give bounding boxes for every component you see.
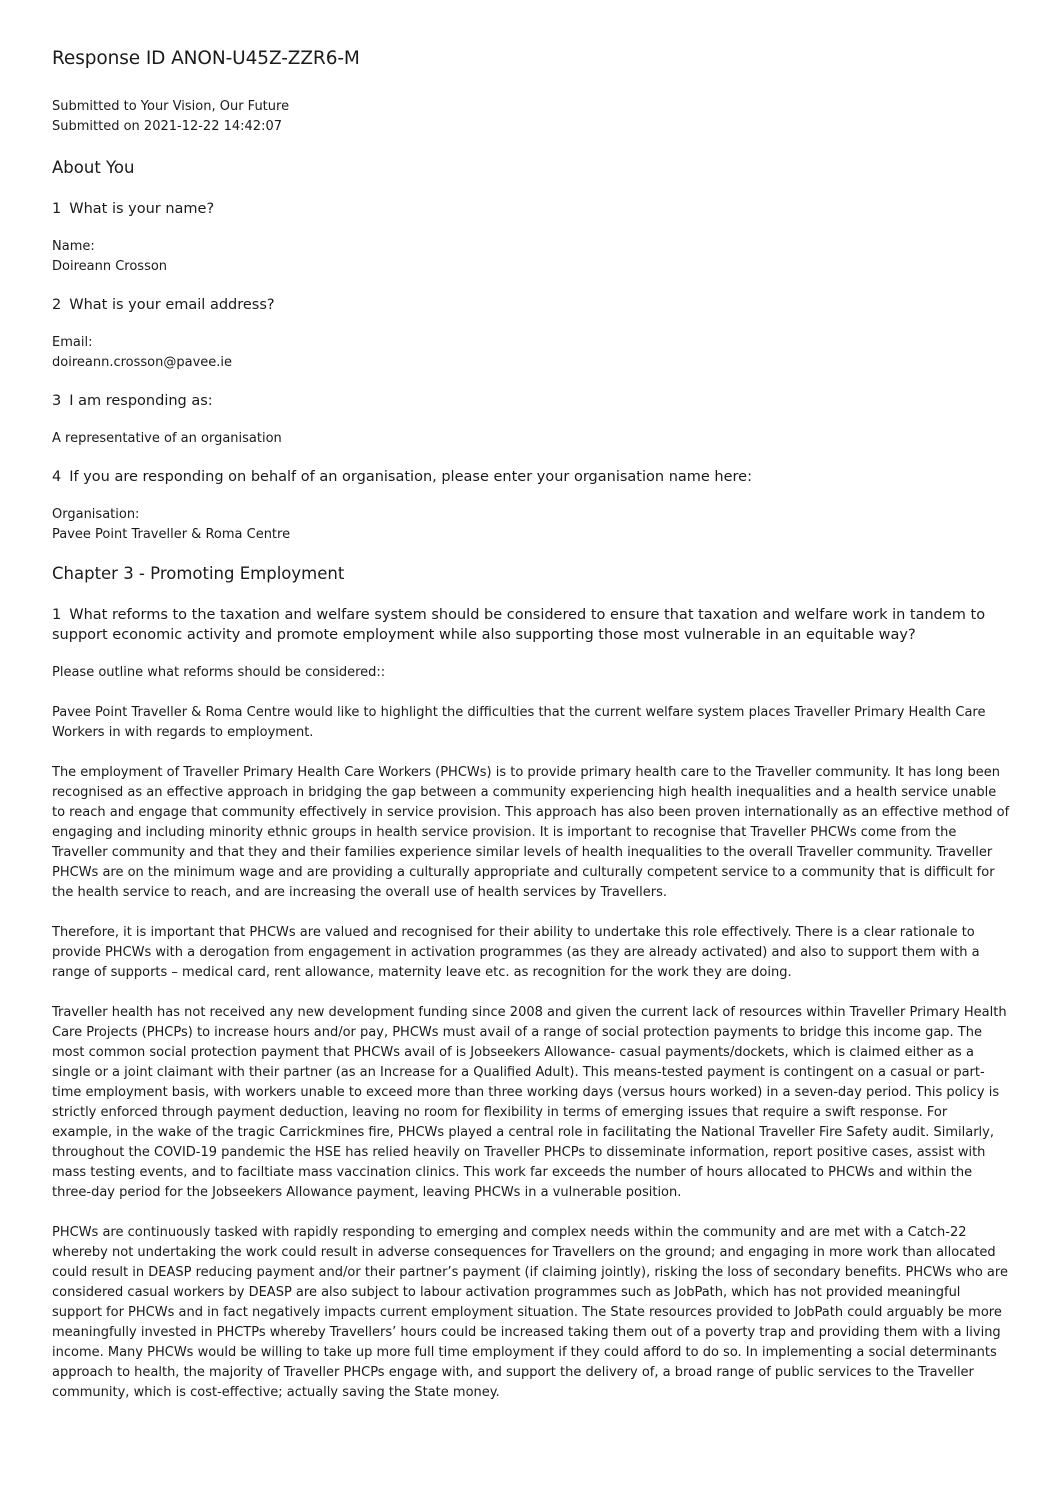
- question-email: [52, 295, 1010, 315]
- question-organisation: [52, 467, 1010, 487]
- question-number: 4: [52, 469, 62, 485]
- submitted-on: Submitted on 2021-12-22 14:42:07: [52, 119, 282, 134]
- question-text: What is your name?: [69, 201, 215, 217]
- answer-organisation: [52, 505, 1010, 545]
- answer-label: Organisation:: [52, 507, 140, 522]
- answer-paragraph: PHCWs are continuously tasked with rapidly responding to emerging and complex needs within the community and are met with a Catch-22 whereby not undertaking the work could result in adverse consequences for Travellers on the ground; and engaging in more work than allocated could result in DEASP reducing payment and/or their partner’s payment (if claiming jointly), risking the loss of secondary benefits. PHCWs who are considered casual workers by DEASP are also subject to labour activation programmes such as JobPath, which has not provided meaningful support for PHCWs and in fact negatively impacts current employment situation. The State resources provided to JobPath could arguably be more meaningfully invested in PHCTPs whereby Travellers’ hours could be increased taking them out of a poverty trap and providing them with a living income. Many PHCWs would be willing to take up more full time employment if they could afford to do so. In implementing a social determinants approach to health, the majority of Traveller PHCPs engage with, and support the delivery of, a broad range of public services to the Traveller community, which is cost-effective; actually saving the State money.: [52, 1225, 1008, 1400]
- answer-email: [52, 333, 1010, 373]
- answer-value: Doireann Crosson: [52, 259, 168, 274]
- answer-paragraph: Traveller health has not received any new development funding since 2008 and given the current lack of resources within Traveller Primary Health Care Projects (PHCPs) to increase hours and/or pay, PHCWs must avail of a range of social protection payments to bridge this income gap. The most common social protection payment that PHCWs avail of is Jobseekers Allowance- casual payments/dockets, which is claimed either as a single or a joint claimant with their partner (as an Increase for a Qualified Adult). This means-tested payment is contingent on a casual or part-time employment basis, with workers unable to exceed more than three working days (versus hours worked) in a seven-day period. This policy is strictly enforced through payment deduction, leaving no room for flexibility in terms of emerging issues that require a swift response. For example, in the wake of the tragic Carrickmines fire, PHCWs played a central role in facilitating the National Traveller Fire Safety audit. Similarly, throughout the COVID-19 pandemic the HSE has relied heavily on Traveller PHCPs to disseminate information, report positive cases, assist with mass testing events, and to faciltiate mass vaccination clinics. This work far exceeds the number of hours allocated to PHCWs and within the three-day period for the Jobseekers Allowance payment, leaving PHCWs in a vulnerable position.: [52, 1005, 1007, 1200]
- answer-value: Pavee Point Traveller & Roma Centre: [52, 527, 291, 542]
- answer-label: Name:: [52, 239, 95, 254]
- answer-paragraph: Therefore, it is important that PHCWs are valued and recognised for their ability to undertake this role effectively. There is a clear rationale to provide PHCWs with a derogation from engagement in activation programmes (as they are already activated) and also to support them with a range of supports – medical card, rent allowance, maternity leave etc. as recognition for the work they are doing.: [52, 925, 980, 980]
- submission-meta: [52, 97, 1010, 137]
- document-page: [52, 48, 1010, 1423]
- answer-value: doireann.crosson@pavee.ie: [52, 355, 233, 370]
- answer-name: [52, 237, 1010, 277]
- submitted-to: Submitted to Your Vision, Our Future: [52, 99, 290, 114]
- question-reforms: [52, 605, 1010, 645]
- section-heading-about-you: About You: [52, 158, 135, 177]
- question-text: What reforms to the taxation and welfare system should be considered to ensure that taxation and welfare work in tandem to support economic activity and promote employment while also supporting those most vulnerable in an equitable way?: [52, 607, 986, 643]
- answer-label: Email:: [52, 335, 93, 350]
- question-number: 1: [52, 607, 62, 623]
- question-text: What is your email address?: [69, 297, 275, 313]
- question-name: [52, 199, 1010, 219]
- question-number: 2: [52, 297, 62, 313]
- section-heading-chapter-3: Chapter 3 - Promoting Employment: [52, 564, 345, 583]
- question-number: 3: [52, 393, 62, 409]
- question-number: 1: [52, 201, 62, 217]
- page-title: Response ID ANON-U45Z-ZZR6-M: [52, 48, 360, 69]
- answer-responding-as: [52, 429, 1010, 449]
- answer-paragraph: The employment of Traveller Primary Health Care Workers (PHCWs) is to provide primary health care to the Traveller community. It has long been recognised as an effective approach in bridging the gap between a community experiencing high health inequalities and a health service unable to reach and engage that community effectively in service provision. This approach has also been proven internationally as an effective method of engaging and including minority ethnic groups in health service provision. It is important to recognise that Traveller PHCWs come from the Traveller community and that they and their families experience similar levels of health inequalities to the overall Traveller community. Traveller PHCWs are on the minimum wage and are providing a culturally appropriate and culturally competent service to a community that is difficult for the health service to reach, and are increasing the overall use of health services by Travellers.: [52, 765, 1010, 900]
- answer-value: A representative of an organisation: [52, 431, 282, 446]
- question-text: I am responding as:: [69, 393, 213, 409]
- answer-prompt: Please outline what reforms should be considered::: [52, 665, 386, 680]
- question-responding-as: [52, 391, 1010, 411]
- answer-paragraph: Pavee Point Traveller & Roma Centre would like to highlight the difficulties that the current welfare system places Traveller Primary Health Care Workers in with regards to employment.: [52, 705, 986, 740]
- question-text: If you are responding on behalf of an organisation, please enter your organisation name here:: [69, 469, 752, 485]
